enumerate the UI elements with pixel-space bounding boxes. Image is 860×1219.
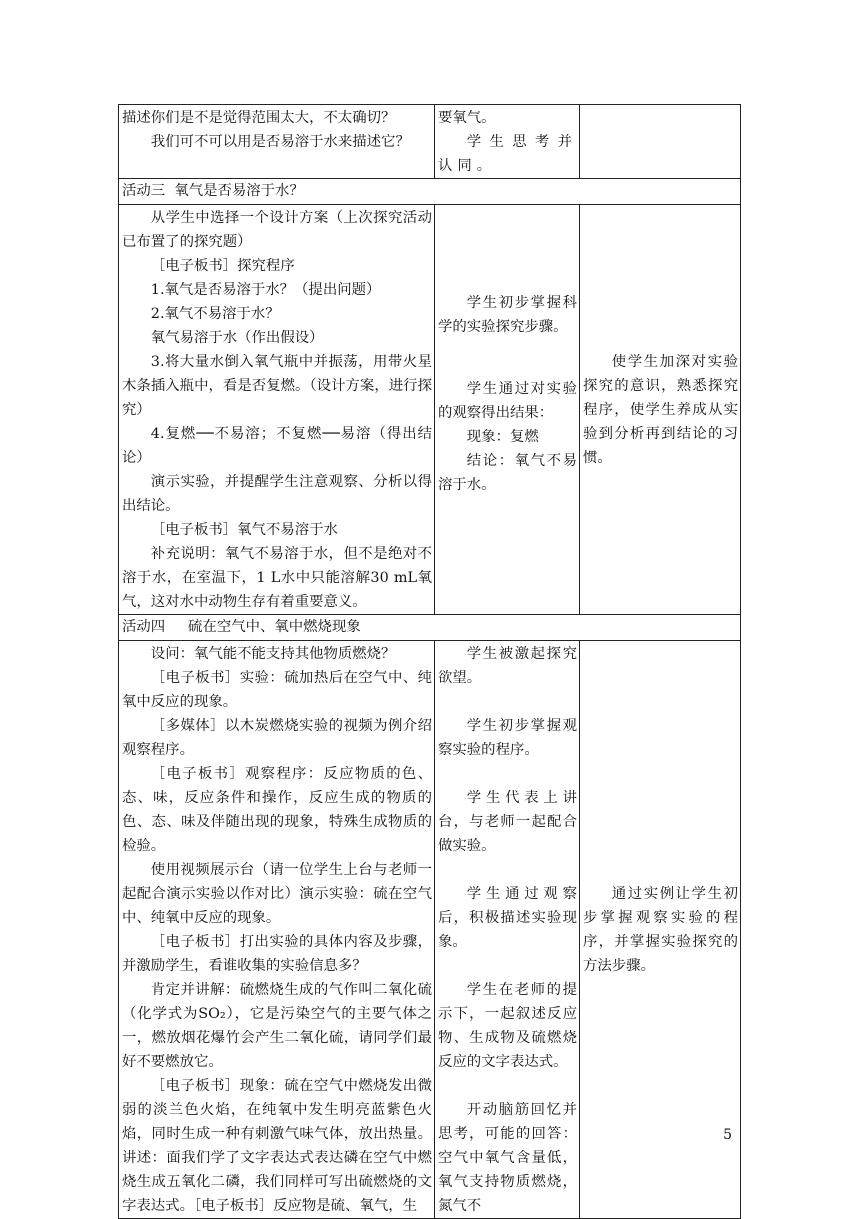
teacher-text: 演示实验，并提醒学生注意观察、分析以得出结论。 — [122, 474, 432, 514]
teacher-text: 补充说明：氧气不易溶于水，但不是绝对不溶于水，在室温下，1 L水中只能溶解30 mL氧气，这对水中动物生存有着重要意义。 — [122, 546, 432, 610]
teacher-text: 2.氧气不易溶于水？ — [150, 306, 280, 322]
student-text: 学生初步掌握观察实验的程序。 — [438, 718, 577, 758]
activity-heading: 活动四 硫在空气中、氧中燃烧现象 — [122, 619, 361, 635]
teacher-text: ［多媒体］以木炭燃烧实验的视频为例介绍观察程序。 — [122, 718, 432, 758]
student-activity-cell — [435, 105, 580, 179]
student-text: 学生被激起探究欲望。 — [438, 646, 577, 686]
page-number: 5 — [723, 1127, 732, 1143]
teacher-text: 肯定并讲解：硫燃烧生成的气作叫二氧化硫（化学式为SO₂），它是污染空气的主要气体之一，燃放烟花爆竹会产生二氧化硫，请同学们最好不要燃放它。 — [122, 982, 432, 1070]
teacher-text: 描述你们是不是觉得范围太大，不太确切？ — [122, 110, 396, 126]
teacher-text: ［电子板书］观察程序：反应物质的色、态、味，反应条件和操作，反应生成的物质的色、态、味及伴随出现的现象，特殊生成物质的检验。 — [122, 766, 432, 854]
student-text: 现象：复燃 — [466, 429, 539, 445]
student-text: 学生代表上讲台，与老师一起配合做实验。 — [438, 790, 577, 854]
student-text: 要氧气。 — [438, 110, 496, 126]
table-row — [119, 641, 741, 1219]
activity-heading-row — [119, 179, 741, 205]
teacher-text: 使用视频展示台（请一位学生上台与老师一起配合演示实验以作对比）演示实验：硫在空气中、纯氧中反应的现象。 — [122, 862, 432, 926]
student-text: 学生思考并认同。 — [438, 134, 577, 174]
teacher-text: 4.复燃──不易溶；不复燃──易溶（得出结论） — [122, 426, 432, 466]
teacher-text: ［电子板书］打出实验的具体内容及步骤，并激励学生，看谁收集的实验信息多？ — [122, 934, 432, 974]
teacher-text: ［电子板书］现象：硫在空气中燃烧发出微弱的淡兰色火焰，在纯氧中发生明亮蓝紫色火焰，同时生成一种有刺激气味气体，放出热量。讲述：面我们学了文字表达式表达磷在空气中燃烧生成五氧化二磷，我们同样可写出硫燃烧的文字表达式。［电子板书］反应物是硫、氧气，生 — [122, 1078, 432, 1214]
teacher-text: ［电子板书］探究程序 — [150, 258, 295, 274]
design-intent-cell — [580, 205, 741, 615]
teacher-activity-cell — [119, 105, 435, 179]
activity-heading-cell — [119, 179, 741, 205]
table-row — [119, 105, 741, 179]
teacher-text: 3.将大量水倒入氧气瓶中并振荡，用带火星木条插入瓶中，看是否复燃。（设计方案，进行探究） — [122, 354, 432, 418]
student-text: 学生通过观察后，积极描述实验现象。 — [438, 886, 577, 950]
lesson-plan-table — [118, 104, 741, 1219]
activity-heading-cell — [119, 615, 741, 641]
student-activity-cell — [435, 641, 580, 1219]
activity-heading-row — [119, 615, 741, 641]
student-text: 结论：氧气不易溶于水。 — [438, 453, 577, 493]
intent-text: 通过实例让学生初步掌握观察实验的程序，并掌握实验探究的方法步骤。 — [583, 886, 738, 974]
intent-text: 使学生加深对实验探究的意识，熟悉探究程序，使学生养成从实验到分析再到结论的习惯。 — [583, 354, 738, 466]
design-intent-cell — [580, 641, 741, 1219]
teacher-text: 氧气易溶于水（作出假设） — [150, 330, 324, 346]
teacher-text: ［电子板书］实验：硫加热后在空气中、纯氧中反应的现象。 — [122, 670, 432, 710]
teacher-text: 从学生中选择一个设计方案（上次探究活动已布置了的探究题） — [122, 210, 432, 250]
teacher-text: 设问：氧气能不能支持其他物质燃烧？ — [150, 646, 396, 662]
design-intent-cell — [580, 105, 741, 179]
activity-heading: 活动三 氧气是否易溶于水？ — [122, 183, 304, 199]
teacher-activity-cell — [119, 641, 435, 1219]
student-text: 开动脑筋回忆并思考，可能的回答：空气中氧气含量低，氧气支持物质燃烧，氮气不 — [438, 1102, 577, 1214]
student-activity-cell — [435, 205, 580, 615]
teacher-activity-cell — [119, 205, 435, 615]
table-row — [119, 205, 741, 615]
teacher-text: 我们可不可以用是否易溶于水来描述它？ — [150, 134, 410, 150]
teacher-text: ［电子板书］氧气不易溶于水 — [150, 522, 338, 538]
teacher-text: 1.氧气是否易溶于水？（提出问题） — [150, 282, 381, 298]
student-text: 学生通过对实验的观察得出结果： — [438, 381, 577, 421]
student-text: 学生初步掌握科学的实验探究步骤。 — [438, 295, 577, 335]
student-text: 学生在老师的提示下，一起叙述反应物、生成物及硫燃烧反应的文字表达式。 — [438, 982, 577, 1070]
